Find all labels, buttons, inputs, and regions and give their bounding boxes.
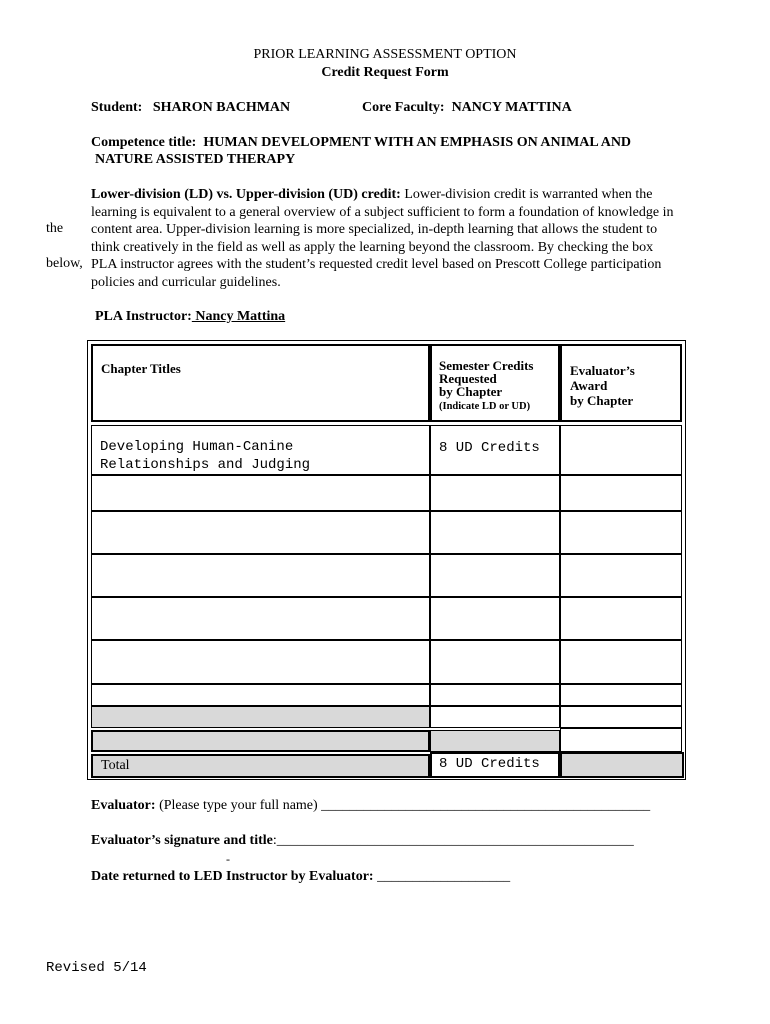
row-8-title-cell[interactable] xyxy=(91,706,430,728)
signature-field[interactable]: :___________________________________________________ xyxy=(272,833,634,848)
credit-note-gutter-1: the xyxy=(46,221,64,236)
faculty-label: Core Faculty: xyxy=(362,100,445,115)
header-chapter-titles: Chapter Titles xyxy=(101,361,181,376)
row-8-award-cell[interactable] xyxy=(560,706,682,728)
header-cell-award xyxy=(560,344,682,422)
competence-title: HUMAN DEVELOPMENT WITH AN EMPHASIS ON ANIMAL AND xyxy=(203,135,632,150)
student-label: Student: xyxy=(91,100,143,115)
credit-note-gutter-2: below, xyxy=(46,256,83,271)
date-field[interactable]: ___________________ xyxy=(377,869,511,884)
row-2-credits-cell[interactable] xyxy=(430,475,560,511)
row-3-title-cell[interactable] xyxy=(91,511,430,554)
student-name: SHARON BACHMAN xyxy=(152,100,291,115)
row-1-credits-cell[interactable] xyxy=(430,425,560,475)
evaluator-name-field[interactable]: (Please type your full name) _______________________________________________ xyxy=(159,798,651,813)
header-credits-note: (Indicate LD or UD) xyxy=(439,401,531,412)
row-6-award-cell[interactable] xyxy=(560,640,682,684)
row-1-title-line-2: Relationships and Judging xyxy=(100,457,311,473)
row-2-title-cell[interactable] xyxy=(91,475,430,511)
header-cell-credits xyxy=(430,344,560,422)
row-1-title-line-1: Developing Human-Canine xyxy=(100,439,294,455)
credit-note-line-1 xyxy=(91,186,725,204)
faculty-line xyxy=(362,100,572,116)
row-6-title-cell[interactable] xyxy=(91,640,430,684)
form-title: PRIOR LEARNING ASSESSMENT OPTION xyxy=(253,47,517,62)
row-9-title-cell[interactable] xyxy=(91,730,430,752)
row-4-credits-cell[interactable] xyxy=(430,554,560,597)
credit-note-line-6: policies and curricular guidelines. xyxy=(91,274,281,290)
header-cell-chapter xyxy=(91,344,430,422)
header-credits-line-1: Semester Credits xyxy=(439,358,534,373)
row-4-award-cell[interactable] xyxy=(560,554,682,597)
credit-note-paragraph xyxy=(91,186,725,292)
row-8-credits-cell[interactable] xyxy=(430,706,560,728)
total-credits-cell xyxy=(430,752,560,778)
row-2-award-cell[interactable] xyxy=(560,475,682,511)
header-award-line-1: Evaluator’s xyxy=(570,363,635,378)
signature-line[interactable] xyxy=(91,833,634,849)
row-3-credits-cell[interactable] xyxy=(430,511,560,554)
row-1-title xyxy=(100,438,310,474)
credit-note-text-1: Lower-division credit is warranted when the xyxy=(404,187,653,202)
credit-note-line-2: learning is equivalent to a general overview of a subject sufficient to form a foundation of knowledge in xyxy=(91,204,674,220)
form-subtitle: Credit Request Form xyxy=(321,65,449,80)
faculty-name: NANCY MATTINA xyxy=(451,100,572,115)
row-1-title-cell[interactable] xyxy=(91,425,430,475)
student-line xyxy=(91,100,290,116)
header-award xyxy=(570,363,635,408)
date-label: Date returned to LED Instructor by Evaluator: xyxy=(91,869,374,884)
row-7-credits-cell[interactable] xyxy=(430,684,560,706)
credit-note-line-4: think creatively in the field as well as apply the learning beyond the classroom. By checking the box xyxy=(91,239,654,255)
competence-label: Competence title: xyxy=(91,135,197,150)
instructor-label: PLA Instructor: xyxy=(95,309,192,324)
credit-note-line-3: content area. Upper-division learning is more specialized, in-depth learning that allows the student to xyxy=(91,222,658,238)
credit-table xyxy=(87,340,686,780)
evaluator-line[interactable] xyxy=(91,798,650,814)
row-3-award-cell[interactable] xyxy=(560,511,682,554)
row-1-credits: 8 UD Credits xyxy=(439,440,540,456)
row-6-credits-cell[interactable] xyxy=(430,640,560,684)
header-credits-line-2: Requested xyxy=(439,371,497,386)
header-award-line-3: by Chapter xyxy=(570,393,634,408)
row-9-award-cell[interactable] xyxy=(560,728,682,752)
header-award-line-2: Award xyxy=(570,378,608,393)
date-line[interactable] xyxy=(91,869,510,885)
credit-note-heading: Lower-division (LD) vs. Upper-division (UD) credit: xyxy=(91,187,401,202)
header-credits-line-3: by Chapter xyxy=(439,384,503,399)
total-award-cell[interactable] xyxy=(560,752,684,778)
row-9-credits-cell[interactable] xyxy=(430,730,560,752)
total-label: Total xyxy=(101,758,130,773)
row-4-title-cell[interactable] xyxy=(91,554,430,597)
row-7-award-cell[interactable] xyxy=(560,684,682,706)
evaluator-label: Evaluator: xyxy=(91,798,156,813)
row-5-title-cell[interactable] xyxy=(91,597,430,640)
revision-note: Revised 5/14 xyxy=(46,960,147,976)
row-1-award-cell[interactable] xyxy=(560,425,682,475)
header-credits xyxy=(439,359,533,413)
signature-label: Evaluator’s signature and title xyxy=(91,833,273,848)
total-credits: 8 UD Credits xyxy=(439,756,540,772)
competence-line-1 xyxy=(91,135,631,151)
total-label-cell xyxy=(91,754,430,778)
instructor-line xyxy=(95,309,285,325)
row-5-award-cell[interactable] xyxy=(560,597,682,640)
instructor-name: Nancy Mattina xyxy=(191,309,286,324)
row-5-credits-cell[interactable] xyxy=(430,597,560,640)
row-7-title-cell[interactable] xyxy=(91,684,430,706)
competence-line-2: NATURE ASSISTED THERAPY xyxy=(95,152,296,167)
credit-note-line-5: PLA instructor agrees with the student’s requested credit level based on Prescott College participation xyxy=(91,257,662,273)
stray-dash: - xyxy=(226,852,230,866)
